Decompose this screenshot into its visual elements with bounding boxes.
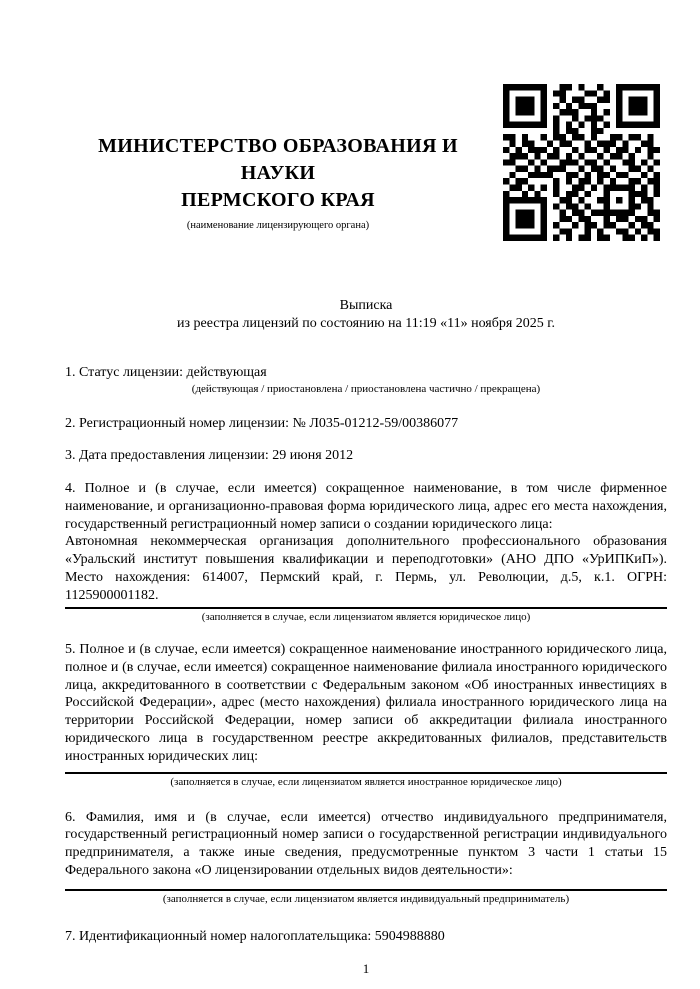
section-legal-entity	[65, 480, 667, 624]
document-title-line2: из реестра лицензий по состоянию на 11:19 «11» ноября 2025 г.	[177, 315, 555, 331]
qr-code-svg	[503, 84, 660, 241]
foreign-entity-question: 5. Полное и (в случае, если имеется) сокращенное наименование иностранного юридического лица, полное и (в случае, если имеется) сокращенное наименование филиала иностранного юридического лица, аккредитованного в соответствии с Федеральным законом «Об иностранных инвестициях в Российской Федерации», адрес (место нахождения) филиала иностранного юридического лица на территории Российской Федерации, номер записи об аккредитации филиала иностранного юридического лица в государственном реестре аккредитованных филиалов, представительств иностранных юридических лиц:	[65, 642, 667, 764]
field-license-status-caption: (действующая / приостановлена / приостановлена частично / прекращена)	[191, 383, 541, 396]
ministry-name-line2: ПЕРМСКОГО КРАЯ	[181, 189, 375, 211]
ministry-caption: (наименование лицензирующего органа)	[186, 220, 370, 231]
field-registration-number: 2. Регистрационный номер лицензии: № Л035-01212-59/00386077	[65, 416, 459, 432]
field-license-status: 1. Статус лицензии: действующая	[65, 364, 267, 380]
ministry-name-line1: МИНИСТЕРСТВО ОБРАЗОВАНИЯ И НАУКИ	[98, 135, 458, 184]
legal-entity-caption: (заполняется в случае, если лицензиатом является юридическое лицо)	[201, 610, 531, 623]
field-taxpayer-number: 7. Идентификационный номер налогоплательщика: 5904988880	[65, 928, 445, 944]
legal-entity-question: 4. Полное и (в случае, если имеется) сокращенное наименование, в том числе фирменное наименование, и организационно-правовая форма юридического лица, адрес его места нахождения, государственный регистрационный номер записи о создании юридического лица:	[65, 480, 667, 532]
separator-line-individual	[65, 889, 667, 891]
document-title	[65, 297, 667, 333]
separator-line-foreign-entity	[65, 772, 667, 774]
separator-line-legal-entity	[65, 607, 667, 609]
qr-code	[503, 84, 660, 241]
section-foreign-entity	[65, 641, 667, 789]
foreign-entity-caption: (заполняется в случае, если лицензиатом является иностранное юридическое лицо)	[170, 775, 562, 788]
page-number: 1	[362, 960, 370, 976]
legal-entity-answer: Автономная некоммерческая организация дополнительного профессионального образования «Уральский институт повышения квалификации и переподготовки» (АНО ДПО «УрИПКиП»). Место нахождения: 614007, Пермский край, г. Пермь, ул. Революции, д.5, к.1. ОГРН: 1125900001182.	[65, 534, 667, 603]
individual-caption: (заполняется в случае, если лицензиатом является индивидуальный предприниматель)	[162, 892, 570, 905]
document-title-line1: Выписка	[339, 298, 393, 313]
individual-question: 6. Фамилия, имя и (в случае, если имеется) отчество индивидуального предпринимателя, государственный регистрационный номер записи о государственной регистрации индивидуального предпринимателя, а также иные сведения, предусмотренные пунктом 3 части 1 статьи 15 Федерального закона «О лицензировании отдельных видов деятельности»:	[65, 809, 667, 879]
field-grant-date: 3. Дата предоставления лицензии: 29 июня 2012	[65, 448, 354, 464]
section-individual-entrepreneur	[65, 809, 667, 906]
document-body	[65, 297, 667, 977]
licensing-authority-header	[68, 133, 488, 232]
